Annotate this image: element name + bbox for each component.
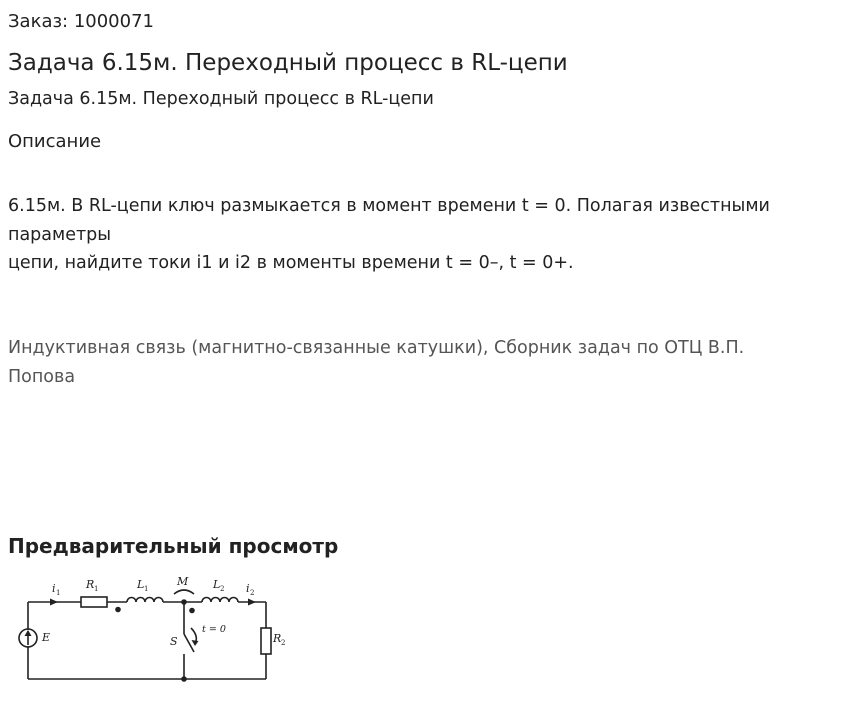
switch-arrow-head	[192, 640, 199, 646]
description-line: цепи, найдите токи i1 и i2 в моменты времени t = 0–, t = 0+.	[8, 253, 574, 273]
label-r1: R	[86, 578, 95, 591]
label-i1: i	[52, 582, 56, 595]
label-r1-sub: 1	[94, 585, 99, 593]
resistor-r2	[261, 628, 271, 654]
node-top	[181, 599, 187, 605]
circuit-diagram	[14, 572, 294, 690]
circuit-preview-image	[14, 572, 294, 690]
description-line: параметры	[8, 224, 112, 245]
page-title: Задача 6.15м. Переходный процесс в RL-цепи	[8, 50, 568, 76]
coupling-dot-l1	[115, 607, 121, 613]
label-l1-sub: 1	[144, 585, 149, 593]
tag-line[interactable]: Индуктивная связь (магнитно-связанные катушки), Сборник задач по ОТЦ В.П.	[8, 338, 745, 358]
mutual-coupling-arc	[174, 590, 194, 594]
label-e: E	[42, 631, 51, 644]
tag-line[interactable]: Попова	[8, 366, 76, 387]
description-label: Описание	[8, 131, 102, 152]
resistor-r1	[81, 597, 107, 607]
node-bottom	[181, 676, 187, 682]
source-arrow-head	[25, 630, 32, 636]
coupling-dot-l2	[189, 608, 195, 614]
label-l2: L	[213, 578, 221, 591]
label-i1-sub: 1	[56, 589, 61, 597]
label-i2-sub: 2	[250, 589, 255, 597]
label-l1: L	[137, 578, 145, 591]
tags[interactable]	[8, 334, 840, 391]
label-r2-sub: 2	[281, 639, 286, 647]
label-m: M	[177, 575, 189, 588]
inductor-l1	[127, 598, 163, 603]
order-number: Заказ: 1000071	[8, 11, 154, 32]
label-i2: i	[246, 582, 250, 595]
current-arrow-i1	[50, 599, 58, 606]
inductor-l2	[202, 598, 238, 603]
description-line: 6.15м. В RL-цепи ключ размыкается в момент времени t = 0. Полагая известными	[8, 196, 770, 216]
label-t-zero: t = 0	[202, 624, 226, 635]
label-s: S	[170, 635, 178, 648]
label-r2: R	[273, 632, 282, 645]
preview-heading: Предварительный просмотр	[8, 534, 339, 558]
description	[8, 192, 840, 278]
current-arrow-i2	[248, 599, 256, 606]
page-subtitle: Задача 6.15м. Переходный процесс в RL-цепи	[8, 89, 434, 109]
label-l2-sub: 2	[220, 585, 225, 593]
switch-blade	[184, 634, 194, 652]
